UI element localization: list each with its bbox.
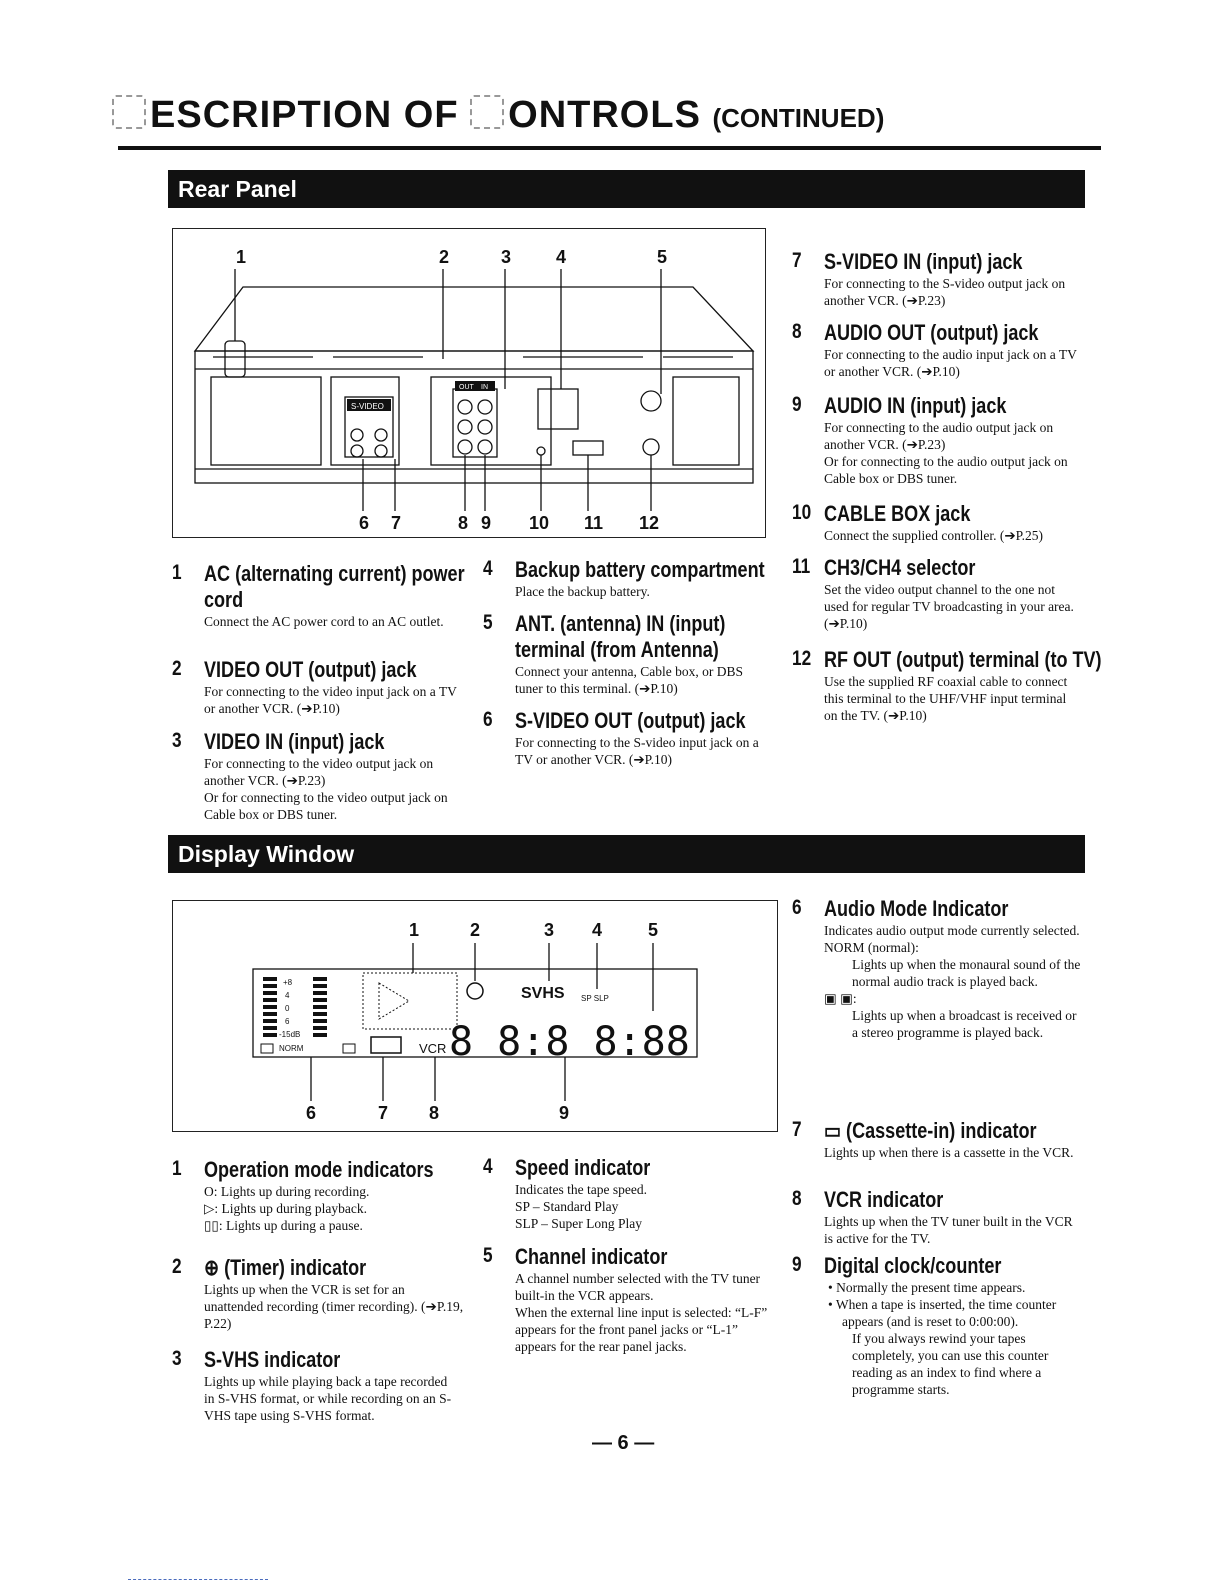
display-item-8: 8 VCR indicator Lights up when the TV tuner built in the VCR is active for the TV.	[792, 1187, 1073, 1246]
callout-10: 10	[529, 513, 550, 533]
callout-7: 7	[378, 1103, 389, 1123]
display-item-6: 6 Audio Mode Indicator Indicates audio output mode currently selected. NORM (normal): Lights up when the monaural sound of the normal audio track is played back. ▣ ▣: Lights up when a broadcast is received or a stereo programme is played back.	[792, 896, 1081, 1040]
cassette-icon	[371, 1037, 401, 1053]
display-window-diagram	[173, 901, 779, 1133]
callout-1: 1	[236, 247, 247, 267]
footer-divider	[128, 1579, 268, 1580]
section-heading-rear-panel: Rear Panel	[168, 170, 1085, 208]
callout-4: 4	[592, 920, 603, 940]
display-item-7: 7 ▭ (Cassette-in) indicator Lights up when there is a cassette in the VCR.	[792, 1118, 1074, 1160]
rear-item-12: 12 RF OUT (output) terminal (to TV) Use the supplied RF coaxial cable to connect this terminal to the UHF/VHF input terminal on the TV. (➔P.10)	[792, 647, 1102, 723]
page-title: ESCRIPTION OF ONTROLS (CONTINUED)	[112, 94, 884, 137]
callout-1: 1	[409, 920, 420, 940]
callout-4: 4	[556, 247, 567, 267]
out-label: OUT	[459, 384, 474, 391]
page-number: — 6 —	[592, 1432, 655, 1454]
norm-label: NORM	[279, 1044, 304, 1053]
title-suffix: (CONTINUED)	[712, 103, 885, 133]
callout-3: 3	[544, 920, 555, 940]
rear-item-11: 11 CH3/CH4 selector Set the video output channel to the one not used for regular TV broadcasting in your area. (➔P.10)	[792, 555, 1074, 631]
in-label: IN	[481, 384, 488, 391]
title-rule	[118, 146, 1101, 150]
drop-cap-c-icon	[470, 95, 504, 129]
callout-8: 8	[458, 513, 469, 533]
clock-digits: 8 8:8 8:88	[449, 1019, 690, 1065]
callout-8: 8	[429, 1103, 440, 1123]
rear-panel-figure	[172, 228, 766, 538]
level-minus15db: -15dB	[279, 1030, 301, 1039]
display-item-9: 9 Digital clock/counter • Normally the present time appears. • When a tape is inserted, the time counter appears (and is reset to 0:00:00). If you always rewind your tapes completely, you can use this counter reading as an index to find where a programme starts.	[792, 1253, 1057, 1397]
rear-item-6: 6 S-VIDEO OUT (output) jack For connecting to the S-video input jack on a TV or another VCR. (➔P.10)	[483, 708, 759, 767]
section-heading-display-window: Display Window	[168, 835, 1085, 873]
display-item-4: 4 Speed indicator Indicates the tape speed. SP – Standard Play SLP – Super Long Play	[483, 1155, 651, 1231]
drop-cap-d-icon	[112, 95, 146, 129]
speed-label: SP SLP	[581, 994, 609, 1003]
callout-3: 3	[501, 247, 512, 267]
level-0: 0	[285, 1004, 290, 1013]
callout-6: 6	[359, 513, 370, 533]
callout-5: 5	[657, 247, 668, 267]
callout-11: 11	[584, 513, 604, 533]
svideo-label: S-VIDEO	[351, 402, 384, 411]
rear-item-10: 10 CABLE BOX jack Connect the supplied controller. (➔P.25)	[792, 501, 1044, 543]
level-6: 6	[285, 1017, 290, 1026]
callout-2: 2	[470, 920, 481, 940]
display-item-5: 5 Channel indicator A channel number selected with the TV tuner built-in the VCR appears. When the external line input is selected: “L-F” appears for the front panel jacks or “L-1” appears for the rear panel jacks.	[483, 1244, 768, 1354]
vcr-label: VCR	[419, 1041, 447, 1056]
display-window-figure	[172, 900, 778, 1132]
rear-item-1: 1 AC (alternating current) power cord Connect the AC power cord to an AC outlet.	[172, 561, 465, 629]
rear-item-7: 7 S-VIDEO IN (input) jack For connecting to the S-video output jack on another VCR. (➔P.23)	[792, 249, 1066, 308]
display-item-1: 1 Operation mode indicators O: Lights up during recording. ▷: Lights up during playback. ▯▯: Lights up during a pause.	[172, 1157, 434, 1233]
play-icon	[379, 983, 409, 1019]
display-item-2: 2 ⊕ (Timer) indicator Lights up when the VCR is set for an unattended recording (timer recording). (➔P.19, P.22)	[172, 1255, 464, 1331]
level-4: 4	[285, 991, 290, 1000]
rear-item-8: 8 AUDIO OUT (output) jack For connecting to the audio input jack on a TV or another VCR. (➔P.10)	[792, 320, 1077, 379]
rear-panel-diagram	[173, 229, 767, 539]
rear-item-3: 3 VIDEO IN (input) jack For connecting to the video output jack on another VCR. (➔P.23) Or for connecting to the video output jack on Cable box or DBS tuner.	[172, 729, 448, 822]
callout-5: 5	[648, 920, 659, 940]
rear-item-5: 5 ANT. (antenna) IN (input) terminal (from Antenna) Connect your antenna, Cable box, or DBS tuner to this terminal. (➔P.10)	[483, 611, 743, 696]
svhs-label: SVHS	[521, 985, 565, 1002]
callout-7: 7	[391, 513, 402, 533]
callout-6: 6	[306, 1103, 317, 1123]
rear-item-4: 4 Backup battery compartment Place the backup battery.	[483, 557, 765, 599]
callout-2: 2	[439, 247, 450, 267]
level-plus8: +8	[283, 978, 293, 987]
rear-item-2: 2 VIDEO OUT (output) jack For connecting to the video input jack on a TV or another VCR. (➔P.10)	[172, 657, 457, 716]
timer-icon	[467, 983, 483, 999]
callout-12: 12	[639, 513, 660, 533]
callout-9: 9	[481, 513, 492, 533]
display-item-3: 3 S-VHS indicator Lights up while playing back a tape recorded in S-VHS format, or while recording on an S-VHS tape using S-VHS format.	[172, 1347, 452, 1423]
callout-9: 9	[559, 1103, 570, 1123]
rear-item-9: 9 AUDIO IN (input) jack For connecting to the audio output jack on another VCR. (➔P.23) Or for connecting to the audio output jack on Cable box or DBS tuner.	[792, 393, 1068, 486]
